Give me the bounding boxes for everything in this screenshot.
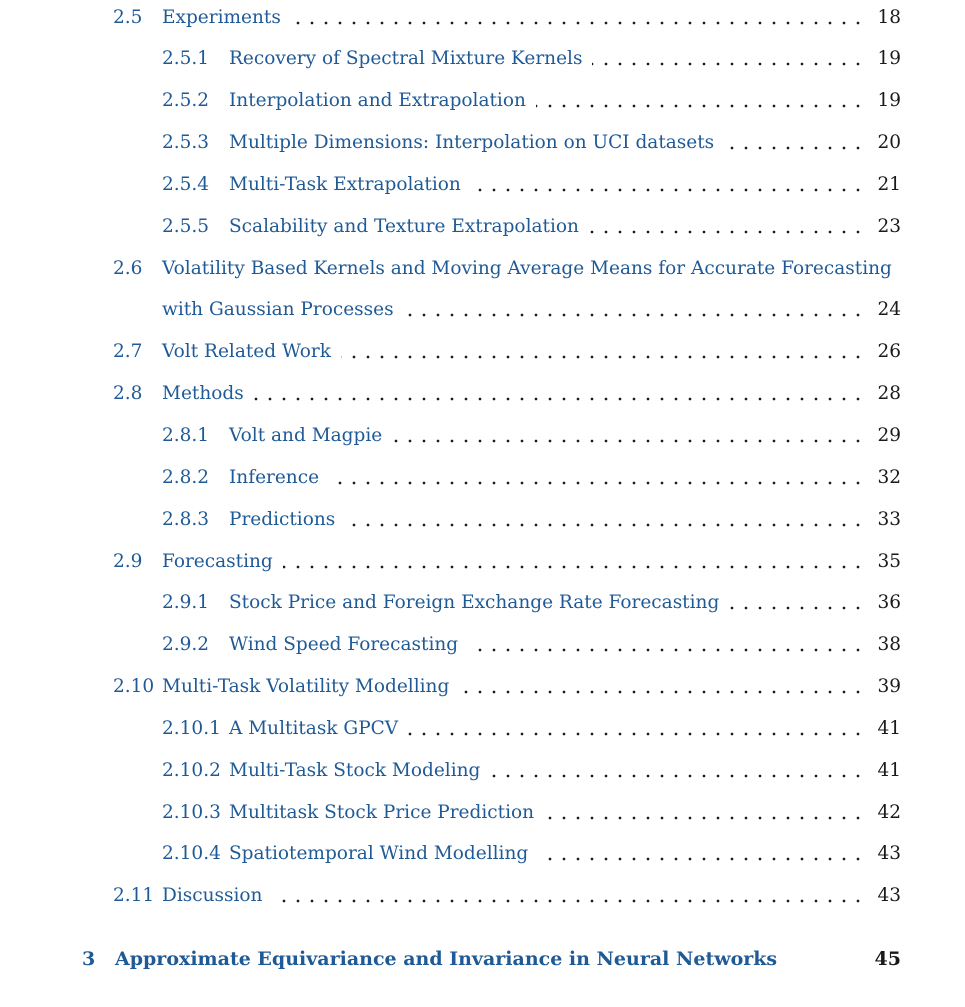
toc-entry-2-6[interactable] <box>0 255 965 283</box>
page-number: 19 <box>877 48 901 69</box>
page-number: 43 <box>877 843 901 864</box>
subsection-title[interactable]: Predictions <box>229 506 341 534</box>
dot-leader <box>592 45 865 73</box>
subsection-title[interactable]: Wind Speed Forecasting <box>229 631 464 659</box>
dot-leader <box>471 171 865 199</box>
dot-leader <box>329 464 865 492</box>
dot-leader <box>538 840 865 868</box>
toc-entry-2-5-4[interactable] <box>0 171 965 199</box>
subsection-title[interactable]: Multi-Task Stock Modeling <box>229 757 486 785</box>
subsection-number: 2.10.2 <box>162 760 221 781</box>
chapter-number: 3 <box>82 948 96 970</box>
subsection-number: 2.8.2 <box>162 467 210 488</box>
toc-entry-2-5-3[interactable] <box>0 129 965 157</box>
subsection-number: 2.5.5 <box>162 216 210 237</box>
dot-leader <box>341 338 865 366</box>
toc-entry-2-6-continued[interactable] <box>0 296 965 324</box>
section-number: 2.5 <box>113 7 143 28</box>
subsection-title[interactable]: Volt and Magpie <box>229 422 388 450</box>
subsection-title[interactable]: Multiple Dimensions: Interpolation on UCI datasets <box>229 129 720 157</box>
dot-leader <box>254 380 865 408</box>
toc-entry-2-8[interactable] <box>0 380 965 408</box>
toc-entry-2-11[interactable] <box>0 882 965 910</box>
dot-leader <box>404 296 865 324</box>
toc-entry-2-8-1[interactable] <box>0 422 965 450</box>
dot-leader <box>544 799 865 827</box>
dot-leader <box>490 757 865 785</box>
page-number: 21 <box>877 174 901 195</box>
section-title[interactable]: Experiments <box>162 4 287 32</box>
toc-entry-2-5-5[interactable] <box>0 213 965 241</box>
toc-entry-2-8-3[interactable] <box>0 506 965 534</box>
subsection-title[interactable]: Multi-Task Extrapolation <box>229 171 467 199</box>
toc-entry-2-10-2[interactable] <box>0 757 965 785</box>
subsection-number: 2.5.4 <box>162 174 210 195</box>
dot-leader <box>408 715 865 743</box>
toc-entry-2-10[interactable] <box>0 673 965 701</box>
section-number: 2.11 <box>113 885 155 906</box>
section-number: 2.6 <box>113 258 143 279</box>
dot-leader <box>392 422 865 450</box>
page-number: 33 <box>877 509 901 530</box>
page-number: 36 <box>877 592 901 613</box>
dot-leader <box>345 506 865 534</box>
toc-entry-2-5-2[interactable] <box>0 87 965 115</box>
page-number: 26 <box>877 341 901 362</box>
dot-leader <box>589 213 865 241</box>
section-title[interactable]: Volt Related Work <box>162 338 337 366</box>
subsection-title[interactable]: Recovery of Spectral Mixture Kernels <box>229 45 588 73</box>
toc-entry-2-5[interactable] <box>0 4 965 32</box>
section-number: 2.10 <box>113 676 155 697</box>
page-number: 38 <box>877 634 901 655</box>
page-number: 41 <box>877 760 901 781</box>
dot-leader <box>468 631 865 659</box>
section-title[interactable]: Discussion <box>162 882 268 910</box>
page-number: 43 <box>877 885 901 906</box>
dot-leader <box>459 673 865 701</box>
subsection-number: 2.10.1 <box>162 718 221 739</box>
subsection-number: 2.9.2 <box>162 634 210 655</box>
page-number: 24 <box>877 299 901 320</box>
toc-entry-chapter-3[interactable] <box>0 945 965 973</box>
page-number: 39 <box>877 676 901 697</box>
page-number: 18 <box>877 7 901 28</box>
section-number: 2.7 <box>113 341 143 362</box>
section-title-continued[interactable]: with Gaussian Processes <box>162 296 400 324</box>
page-number: 20 <box>877 132 901 153</box>
subsection-number: 2.5.1 <box>162 48 210 69</box>
section-number: 2.9 <box>113 551 143 572</box>
subsection-number: 2.5.2 <box>162 90 210 111</box>
subsection-number: 2.10.3 <box>162 802 221 823</box>
dot-leader <box>272 882 865 910</box>
section-title[interactable]: Multi-Task Volatility Modelling <box>162 673 455 701</box>
subsection-title[interactable]: Interpolation and Extrapolation <box>229 87 532 115</box>
toc-entry-2-9-2[interactable] <box>0 631 965 659</box>
toc-entry-2-9[interactable] <box>0 548 965 576</box>
section-title[interactable]: Forecasting <box>162 548 279 576</box>
subsection-number: 2.8.3 <box>162 509 210 530</box>
subsection-number: 2.8.1 <box>162 425 210 446</box>
section-title[interactable]: Volatility Based Kernels and Moving Average Means for Accurate Forecasting <box>162 258 892 279</box>
toc-entry-2-10-1[interactable] <box>0 715 965 743</box>
toc-entry-2-10-3[interactable] <box>0 799 965 827</box>
page-number: 19 <box>877 90 901 111</box>
page-number: 28 <box>877 383 901 404</box>
subsection-title[interactable]: Scalability and Texture Extrapolation <box>229 213 585 241</box>
subsection-title[interactable]: Stock Price and Foreign Exchange Rate Forecasting <box>229 589 725 617</box>
section-title[interactable]: Methods <box>162 380 250 408</box>
page-number: 41 <box>877 718 901 739</box>
subsection-title[interactable]: A Multitask GPCV <box>229 715 404 743</box>
toc-entry-2-10-4[interactable] <box>0 840 965 868</box>
toc-entry-2-9-1[interactable] <box>0 589 965 617</box>
subsection-title[interactable]: Multitask Stock Price Prediction <box>229 799 540 827</box>
page-number: 29 <box>877 425 901 446</box>
dot-leader <box>724 129 865 157</box>
toc-entry-2-8-2[interactable] <box>0 464 965 492</box>
page-number: 23 <box>877 216 901 237</box>
page-number: 42 <box>877 802 901 823</box>
page-number: 45 <box>874 948 901 970</box>
subsection-title[interactable]: Inference <box>229 464 325 492</box>
subsection-number: 2.9.1 <box>162 592 210 613</box>
dot-leader <box>283 548 865 576</box>
page-number: 32 <box>877 467 901 488</box>
subsection-number: 2.5.3 <box>162 132 210 153</box>
dot-leader <box>729 589 865 617</box>
toc-entry-2-5-1[interactable] <box>0 45 965 73</box>
subsection-number: 2.10.4 <box>162 843 221 864</box>
dot-leader <box>536 87 865 115</box>
dot-leader <box>291 4 865 32</box>
chapter-title[interactable]: Approximate Equivariance and Invariance in Neural Networks <box>115 945 783 973</box>
page-number: 35 <box>877 551 901 572</box>
section-number: 2.8 <box>113 383 143 404</box>
toc-entry-2-7[interactable] <box>0 338 965 366</box>
subsection-title[interactable]: Spatiotemporal Wind Modelling <box>229 840 534 868</box>
